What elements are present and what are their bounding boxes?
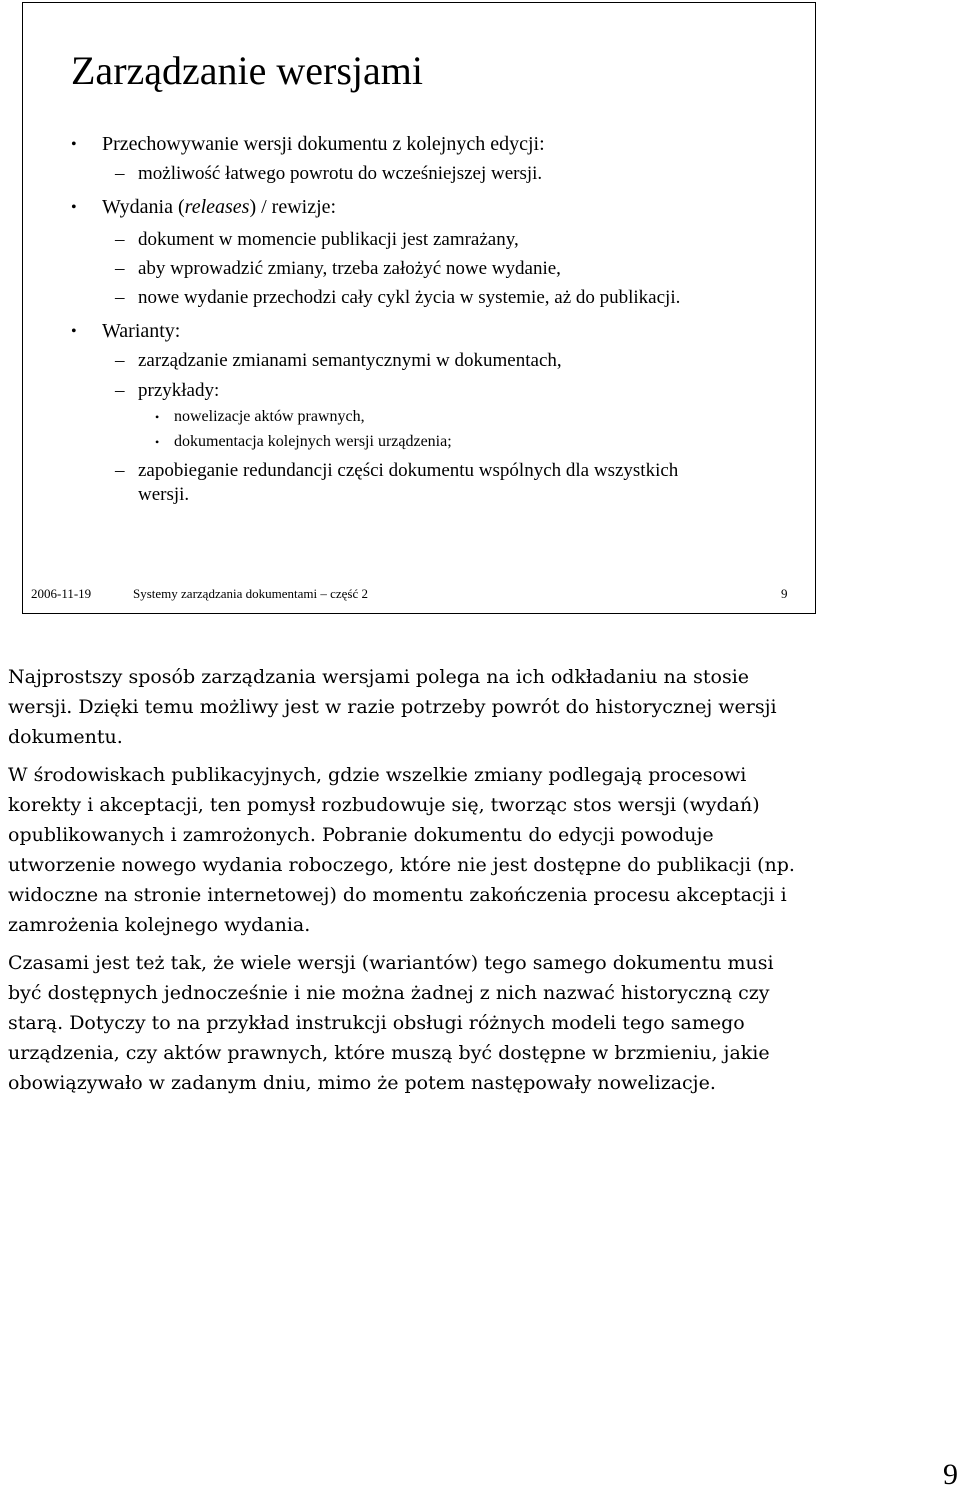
dash-icon: –	[115, 460, 125, 481]
slide-frame	[22, 2, 816, 614]
sub-item: nowe wydanie przechodzi cały cykl życia w systemie, aż do publikacji.	[138, 287, 681, 308]
notes-text	[8, 662, 808, 1106]
bullet-icon: •	[71, 199, 77, 216]
bullet-item: Warianty:	[102, 320, 181, 342]
slide-date: 2006-11-19	[31, 586, 92, 601]
notes-paragraph: W środowiskach publikacyjnych, gdzie wszelkie zmiany podlegają procesowi korekty i akceptacji, ten pomysł rozbudowuje się, tworząc stos wersji (wydań) opublikowanych i zamrożonych. Pobranie dokumentu do edycji powoduje utworzenie nowego wydania roboczego, które nie jest dostępne do publikacji (np. widoczne na stronie internetowej) do momentu zakończenia procesu akceptacji i zamrożenia kolejnego wydania.	[8, 764, 795, 936]
dash-icon: –	[115, 229, 125, 250]
bullet-text-part: ) / rewizje:	[249, 196, 337, 218]
page-number: 9	[943, 1458, 958, 1491]
sub-item-continuation: wersji.	[138, 484, 190, 505]
sub-item: możliwość łatwego powrotu do wcześniejszej wersji.	[138, 163, 543, 184]
notes-paragraph: Czasami jest też tak, że wiele wersji (wariantów) tego samego dokumentu musi być dostępnych jednocześnie i nie można żadnej z nich nazwać historyczną czy starą. Dotyczy to na przykład instrukcji obsługi różnych modeli tego samego urządzenia, czy aktów prawnych, które muszą być dostępne w brzmieniu, jakie obowiązywało w zadanym dniu, mimo że potem następowały nowelizacje.	[8, 952, 774, 1094]
dash-icon: –	[115, 287, 125, 308]
slide-title: Zarządzanie wersjami	[71, 48, 424, 93]
sub-sub-item: dokumentacja kolejnych wersji urządzenia;	[174, 433, 452, 450]
bullet-text-part: Wydania (	[102, 196, 185, 218]
sub-item: przykłady:	[138, 380, 220, 401]
bullet-item	[102, 196, 336, 219]
dash-icon: –	[115, 380, 125, 401]
sub-item: dokument w momencie publikacji jest zamrażany,	[138, 229, 519, 250]
bullet-text-emphasis: releases	[184, 196, 250, 218]
slide-course-title: Systemy zarządzania dokumentami – część 2	[133, 586, 368, 601]
bullet-icon: •	[71, 136, 77, 153]
sub-item: zarządzanie zmianami semantycznymi w dokumentach,	[138, 350, 562, 371]
notes-paragraph: Najprostszy sposób zarządzania wersjami polega na ich odkładaniu na stosie wersji. Dzięki temu możliwy jest w razie potrzeby powrót do historycznej wersji dokumentu.	[8, 666, 777, 748]
dash-icon: –	[115, 163, 125, 184]
sub-item: zapobieganie redundancji części dokumentu wspólnych dla wszystkich	[138, 460, 679, 481]
sub-sub-item: nowelizacje aktów prawnych,	[174, 408, 365, 425]
bullet-icon: •	[155, 435, 160, 449]
sub-item: aby wprowadzić zmiany, trzeba założyć nowe wydanie,	[138, 258, 561, 279]
bullet-item: Przechowywanie wersji dokumentu z kolejnych edycji:	[102, 133, 545, 155]
bullet-icon: •	[71, 323, 77, 340]
bullet-icon: •	[155, 410, 160, 424]
slide-number: 9	[781, 586, 788, 601]
dash-icon: –	[115, 350, 125, 371]
dash-icon: –	[115, 258, 125, 279]
